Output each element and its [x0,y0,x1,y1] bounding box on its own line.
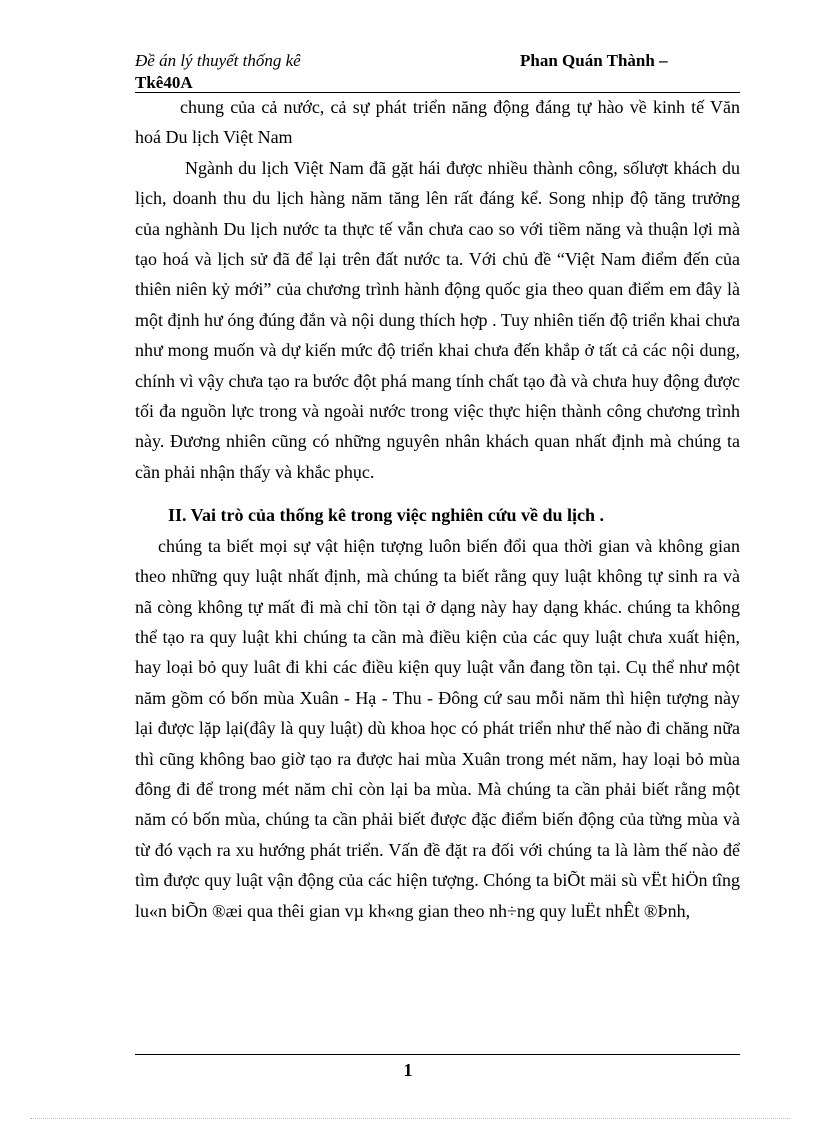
document-title: Đề án lý thuyết thống kê [135,51,301,70]
footer-divider [135,1054,740,1055]
paragraph-intro-continuation: chung của cả nước, cả sự phát triển năng động đáng tự hào về kinh tế Văn hoá Du lịch Việt Nam [135,97,740,148]
page-header [135,48,740,96]
page-body [135,92,740,926]
page-number: 1 [403,1060,413,1080]
page-bottom-border [30,1118,790,1119]
paragraph-laws-of-change: chúng ta biết mọi sự vật hiện tượng luôn biến đổi qua thời gian và không gian theo những quy luật nhất định, mà chúng ta biết rằng quy luật không tự sinh ra và nã còng không tự mất đi mà chỉ tồn tại ở dạng này hay dạng khác. chúng ta không thể tạo ra quy luật khi chúng ta cần mà điều kiện của các quy luật chưa xuất hiện, hay loại bỏ quy luât đi khi các điều kiện quy luật vẫn đang tồn tại. Cụ thể như một năm gồm có bốn mùa Xuân - Hạ - Thu - Đông cứ sau mỗi năm thì hiện tượng này lại được lặp lại(đây là quy luật) dù khoa học có phát triển như thế nào đi chăng nữa thì cũng không bao giờ tạo ra được hai mùa Xuân trong mét năm, hay loại bỏ mùa đông đi để trong mét năm chỉ còn lại ba mùa. Mà chúng ta cần phải biết rằng một năm có bốn mùa, chúng ta cần phải biết được đặc điểm biến động của từng mùa và từ đó vạch ra xu hướng phát triển. Vấn đề đặt ra đối với chúng ta là làm thế nào để tìm được quy luật vận động của các hiện tượng. Chóng ta biÕt mäi sù vËt hiÖn tîng lu«n biÕn ®æi qua thêi gian vµ kh«ng gian theo nh÷ng quy luËt nhÊt ®Þnh, [135,535,740,921]
author-name: Phan Quán Thành – [520,51,668,70]
section-heading: II. Vai trò của thống kê trong việc nghiên cứu về du lịch . [168,505,605,526]
paragraph-tourism-achievements: Ngành du lịch Việt Nam đã gặt hái được nhiều thành công, sốlượt khách du lịch, doanh thu du lịch hàng năm tăng lên rất đáng kể. Song nhịp độ tăng trưởng của nghành Du lịch nước ta thực tế vẫn chưa cao so với tiềm năng và thuận lợi mà tạo hoá và lịch sử đã để lại trên đất nước ta. Với chủ đề “Việt Nam điểm đến của thiên niên kỷ mới” của chương trình hành động quốc gia theo quan điểm em đây là một định hư óng đúng đắn và nội dung thích hợp . Tuy nhiên tiến độ triển khai chưa như mong muốn và dự kiến mức độ triển khai chưa đến khắp ở tất cả các nội dung, chính vì vậy chưa tạo ra bước đột phá mang tính chất tạo đà và chưa huy động được tối đa nguồn lực trong và ngoài nước trong việc thực hiện thành công chương trình này. Đương nhiên cũng có những nguyên nhân khách quan nhất định mà chúng ta cần phải nhận thấy và khắc phục. [135,157,740,482]
class-code: Tkê40A [135,73,193,92]
